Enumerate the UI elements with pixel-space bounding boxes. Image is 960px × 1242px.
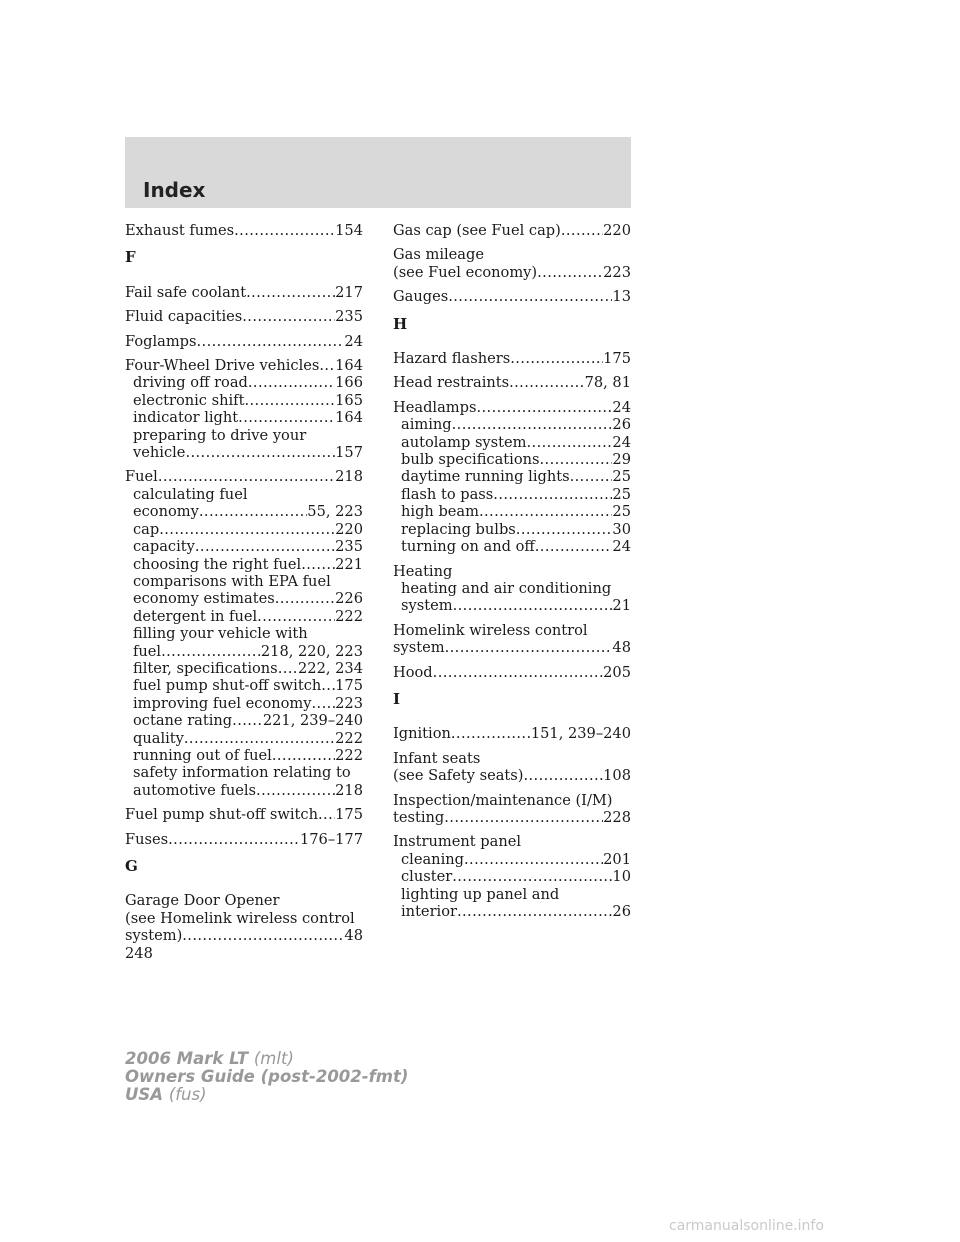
subentry-page: 21 xyxy=(612,597,631,615)
subentry-text: economy estimates xyxy=(133,590,275,608)
entry-text: testing xyxy=(393,808,445,826)
subentry-page: 221 xyxy=(335,555,363,573)
entry-page: 223 xyxy=(603,263,631,281)
subentry-page: 175 xyxy=(335,677,363,695)
subentry-text: driving off road xyxy=(133,374,248,392)
page-number: 248 xyxy=(125,945,153,962)
entry-text: Homelink wireless control xyxy=(393,621,588,639)
index-letter-heading: I xyxy=(393,689,401,708)
page-title: Index xyxy=(143,178,206,202)
subentry-page: 25 xyxy=(612,485,631,503)
subentry-text: preparing to drive your xyxy=(133,426,307,444)
entry-text: Hood xyxy=(393,663,433,681)
subentry-page: 166 xyxy=(335,374,363,392)
index-entry xyxy=(393,664,631,681)
subentry-text: cap xyxy=(133,520,160,538)
subentry-text: lighting up panel and xyxy=(401,885,560,903)
subentry-text: vehicle xyxy=(133,444,186,462)
entry-text: Fuel xyxy=(125,468,158,486)
entry-text: (see Fuel economy) xyxy=(393,263,538,281)
index-entry xyxy=(393,833,631,920)
entry-text: Ignition xyxy=(393,725,451,743)
index-entry xyxy=(393,374,631,391)
entry-page: 48 xyxy=(344,927,363,945)
subentry-text: interior xyxy=(401,903,457,920)
subentry-text: automotive fuels xyxy=(133,781,257,799)
subentry-page: 10 xyxy=(612,868,631,886)
entry-text: Headlamps xyxy=(393,398,477,416)
entry-text: Inspection/maintenance (I/M) xyxy=(393,791,613,809)
subentry-page: 201 xyxy=(603,850,631,868)
subentry-page: 164 xyxy=(335,409,363,427)
index-letter-heading: G xyxy=(125,857,138,875)
entry-page: 220 xyxy=(603,222,631,239)
index-entry xyxy=(125,831,363,848)
subentry-page: 157 xyxy=(335,444,363,462)
entry-page: 164 xyxy=(335,357,363,375)
entry-page: 13 xyxy=(612,288,631,306)
entry-text: Gas mileage xyxy=(393,246,484,264)
subentry-text: cleaning xyxy=(401,850,464,868)
entry-text: (see Safety seats) xyxy=(393,767,524,785)
subentry-text: comparisons with EPA fuel xyxy=(133,572,331,590)
subentry-page: 30 xyxy=(612,520,631,538)
subentry-text: choosing the right fuel xyxy=(133,555,302,573)
entry-text: Instrument panel xyxy=(393,833,522,851)
entry-page: 175 xyxy=(335,806,363,824)
subentry-text: running out of fuel xyxy=(133,746,272,764)
entry-page: 228 xyxy=(603,808,631,826)
subentry-page: 24 xyxy=(612,433,631,451)
subentry-page: 221, 239–240 xyxy=(262,712,363,730)
index-entry xyxy=(125,308,363,325)
entry-page: 205 xyxy=(603,663,631,681)
subentry-page: 29 xyxy=(612,451,631,469)
watermark-text: carmanualsonline.info xyxy=(669,1218,824,1234)
subentry-text: filling your vehicle with xyxy=(133,625,308,643)
entry-text: system) xyxy=(125,927,183,945)
entry-text: Garage Door Opener xyxy=(125,892,280,910)
index-entry xyxy=(393,399,631,556)
subentry-text: improving fuel economy xyxy=(133,694,312,712)
subentry-text: fuel xyxy=(133,642,162,660)
index-entry xyxy=(393,222,631,239)
index-column-left xyxy=(125,222,363,952)
entry-page: 217 xyxy=(335,283,363,301)
footer-model: 2006 Mark LT xyxy=(125,1049,249,1068)
entry-text: Foglamps xyxy=(125,332,197,350)
index-entry xyxy=(393,622,631,657)
subentry-page: 55, 223 xyxy=(307,503,363,521)
subentry-page: 222 xyxy=(335,607,363,625)
entry-page: 24 xyxy=(612,398,631,416)
entry-page: 235 xyxy=(335,308,363,326)
index-entry xyxy=(393,725,631,742)
subentry-text: autolamp system xyxy=(401,433,527,451)
entry-page: 154 xyxy=(335,222,363,239)
subentry-page: 222 xyxy=(335,746,363,764)
index-entry xyxy=(393,350,631,367)
footer-market-code: (fus) xyxy=(168,1085,207,1104)
subentry-text: daytime running lights xyxy=(401,468,570,486)
footer-guide: Owners Guide (post-2002-fmt) xyxy=(125,1067,409,1086)
index-entry xyxy=(125,357,363,461)
index-entry xyxy=(125,468,363,799)
entry-text: (see Homelink wireless control xyxy=(125,909,355,927)
index-entry xyxy=(125,333,363,350)
subentry-text: replacing bulbs xyxy=(401,520,516,538)
subentry-page: 218, 220, 223 xyxy=(260,642,363,660)
entry-text: Fuses xyxy=(125,830,169,848)
subentry-page: 25 xyxy=(612,503,631,521)
subentry-text: economy xyxy=(133,503,199,521)
index-entry xyxy=(125,284,363,301)
subentry-page: 222, 234 xyxy=(298,659,363,677)
subentry-page: 26 xyxy=(612,416,631,434)
entry-text: Gas cap (see Fuel cap) xyxy=(393,222,561,239)
subentry-page: 235 xyxy=(335,538,363,556)
subentry-text: system xyxy=(401,597,453,615)
entry-page: 78, 81 xyxy=(584,374,631,392)
subentry-text: safety information relating to xyxy=(133,764,351,782)
entry-text: Heating xyxy=(393,562,453,580)
subentry-text: cluster xyxy=(401,868,453,886)
document-footer xyxy=(125,1050,408,1104)
index-column-right xyxy=(393,222,631,927)
subentry-page: 26 xyxy=(612,903,631,920)
subentry-text: high beam xyxy=(401,503,479,521)
index-entry xyxy=(393,246,631,281)
subentry-page: 220 xyxy=(335,520,363,538)
index-entry xyxy=(393,288,631,305)
subentry-page: 165 xyxy=(335,391,363,409)
index-entry xyxy=(125,892,363,944)
entry-text: system xyxy=(393,639,445,657)
subentry-text: aiming xyxy=(401,416,452,434)
footer-model-code: (mlt) xyxy=(253,1049,294,1068)
entry-page: 108 xyxy=(603,767,631,785)
subentry-page: 218 xyxy=(335,781,363,799)
subentry-text: fuel pump shut-off switch xyxy=(133,677,322,695)
subentry-page: 25 xyxy=(612,468,631,486)
subentry-page: 222 xyxy=(335,729,363,747)
subentry-text: octane rating xyxy=(133,712,233,730)
entry-text: Head restraints xyxy=(393,374,510,392)
subentry-text: flash to pass xyxy=(401,485,494,503)
footer-market: USA xyxy=(125,1085,164,1104)
entry-text: Fluid capacities xyxy=(125,308,243,326)
entry-text: Infant seats xyxy=(393,749,481,767)
entry-page: 24 xyxy=(344,332,363,350)
entry-text: Four-Wheel Drive vehicles xyxy=(125,357,320,375)
entry-text: Fail safe coolant xyxy=(125,283,247,301)
index-letter-heading: F xyxy=(125,248,136,267)
index-entry xyxy=(393,792,631,827)
index-entry xyxy=(393,750,631,785)
entry-page: 176–177 xyxy=(299,830,363,848)
entry-page: 48 xyxy=(612,639,631,657)
index-entry xyxy=(125,806,363,823)
subentry-text: calculating fuel xyxy=(133,485,248,503)
entry-page: 175 xyxy=(603,350,631,368)
entry-text: Exhaust fumes xyxy=(125,222,235,239)
subentry-page: 226 xyxy=(335,590,363,608)
entry-text: Hazard flashers xyxy=(393,350,511,368)
index-entry xyxy=(393,563,631,615)
subentry-text: quality xyxy=(133,729,184,747)
entry-page: 151, 239–240 xyxy=(530,725,631,743)
subentry-text: detergent in fuel xyxy=(133,607,258,625)
subentry-text: electronic shift xyxy=(133,391,245,409)
subentry-page: 24 xyxy=(612,538,631,556)
subentry-text: indicator light xyxy=(133,409,239,427)
entry-text: Gauges xyxy=(393,288,449,306)
subentry-text: heating and air conditioning xyxy=(401,579,612,597)
subentry-page: 223 xyxy=(335,694,363,712)
entry-text: Fuel pump shut-off switch xyxy=(125,806,318,824)
index-entry xyxy=(125,222,363,239)
subentry-text: filter, specifications xyxy=(133,659,278,677)
subentry-text: bulb specifications xyxy=(401,451,540,469)
subentry-text: capacity xyxy=(133,538,195,556)
entry-page: 218 xyxy=(335,468,363,486)
index-letter-heading: H xyxy=(393,314,408,333)
subentry-text: turning on and off xyxy=(401,538,535,556)
